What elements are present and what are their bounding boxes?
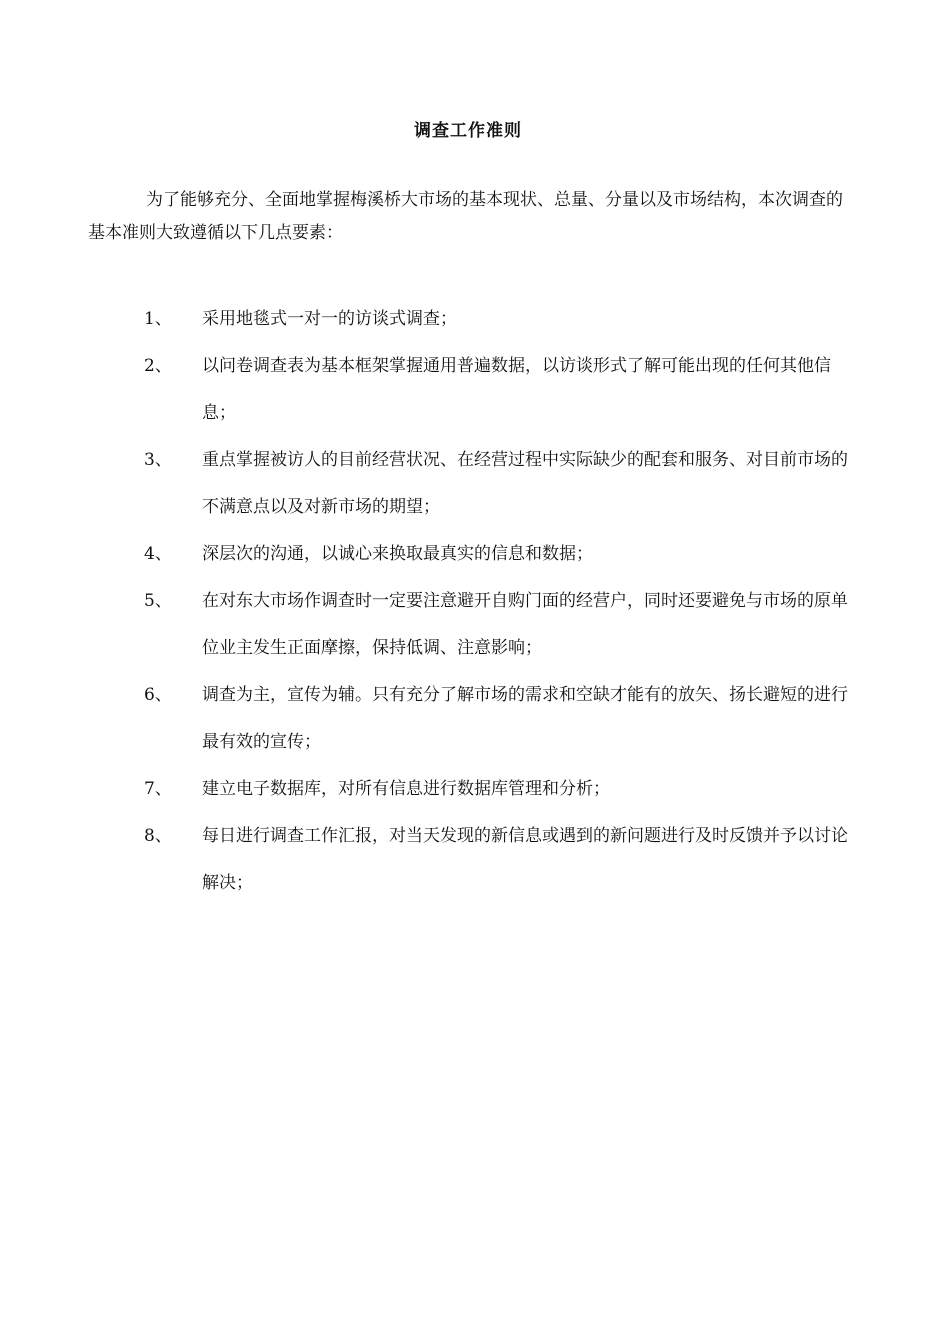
list-item-number: 3、 (144, 450, 172, 470)
list-item-text: 采用地毯式一对一的访谈式调查； (202, 309, 457, 329)
list-item (0, 813, 950, 907)
list-item-number: 8、 (144, 826, 172, 846)
list-item (0, 578, 950, 672)
list-item-text: 在对东大市场作调查时一定要注意避开自购门面的经营户，同时还要避免与市场的原单位业主发生正面摩擦，保持低调、注意影响； (202, 591, 848, 658)
list-item-text: 以问卷调查表为基本框架掌握通用普遍数据，以访谈形式了解可能出现的任何其他信息； (202, 356, 831, 423)
list-item-number: 5、 (144, 591, 172, 611)
list-item (0, 296, 950, 343)
list-item-text: 建立电子数据库，对所有信息进行数据库管理和分析； (202, 779, 610, 799)
list-item-number: 6、 (144, 685, 172, 705)
document-title: 调查工作准则 (414, 121, 522, 141)
list-item (0, 531, 950, 578)
list-item-text: 调查为主，宣传为辅。只有充分了解市场的需求和空缺才能有的放矢、扬长避短的进行最有效的宣传； (202, 685, 848, 752)
list-item-number: 2、 (144, 356, 172, 376)
rules-list (0, 296, 950, 907)
list-item (0, 437, 950, 531)
list-item-number: 1、 (144, 309, 172, 329)
list-item-text: 深层次的沟通，以诚心来换取最真实的信息和数据； (202, 544, 593, 564)
list-item-text: 每日进行调查工作汇报，对当天发现的新信息或遇到的新问题进行及时反馈并予以讨论解决； (202, 826, 848, 893)
list-item (0, 766, 950, 813)
list-item-text: 重点掌握被访人的目前经营状况、在经营过程中实际缺少的配套和服务、对目前市场的不满意点以及对新市场的期望； (202, 450, 848, 517)
intro-paragraph: 为了能够充分、全面地掌握梅溪桥大市场的基本现状、总量、分量以及市场结构，本次调查的基本准则大致遵循以下几点要素： (88, 190, 843, 243)
list-item (0, 672, 950, 766)
list-item-number: 4、 (144, 544, 172, 564)
list-item-number: 7、 (144, 779, 172, 799)
list-item (0, 343, 950, 437)
